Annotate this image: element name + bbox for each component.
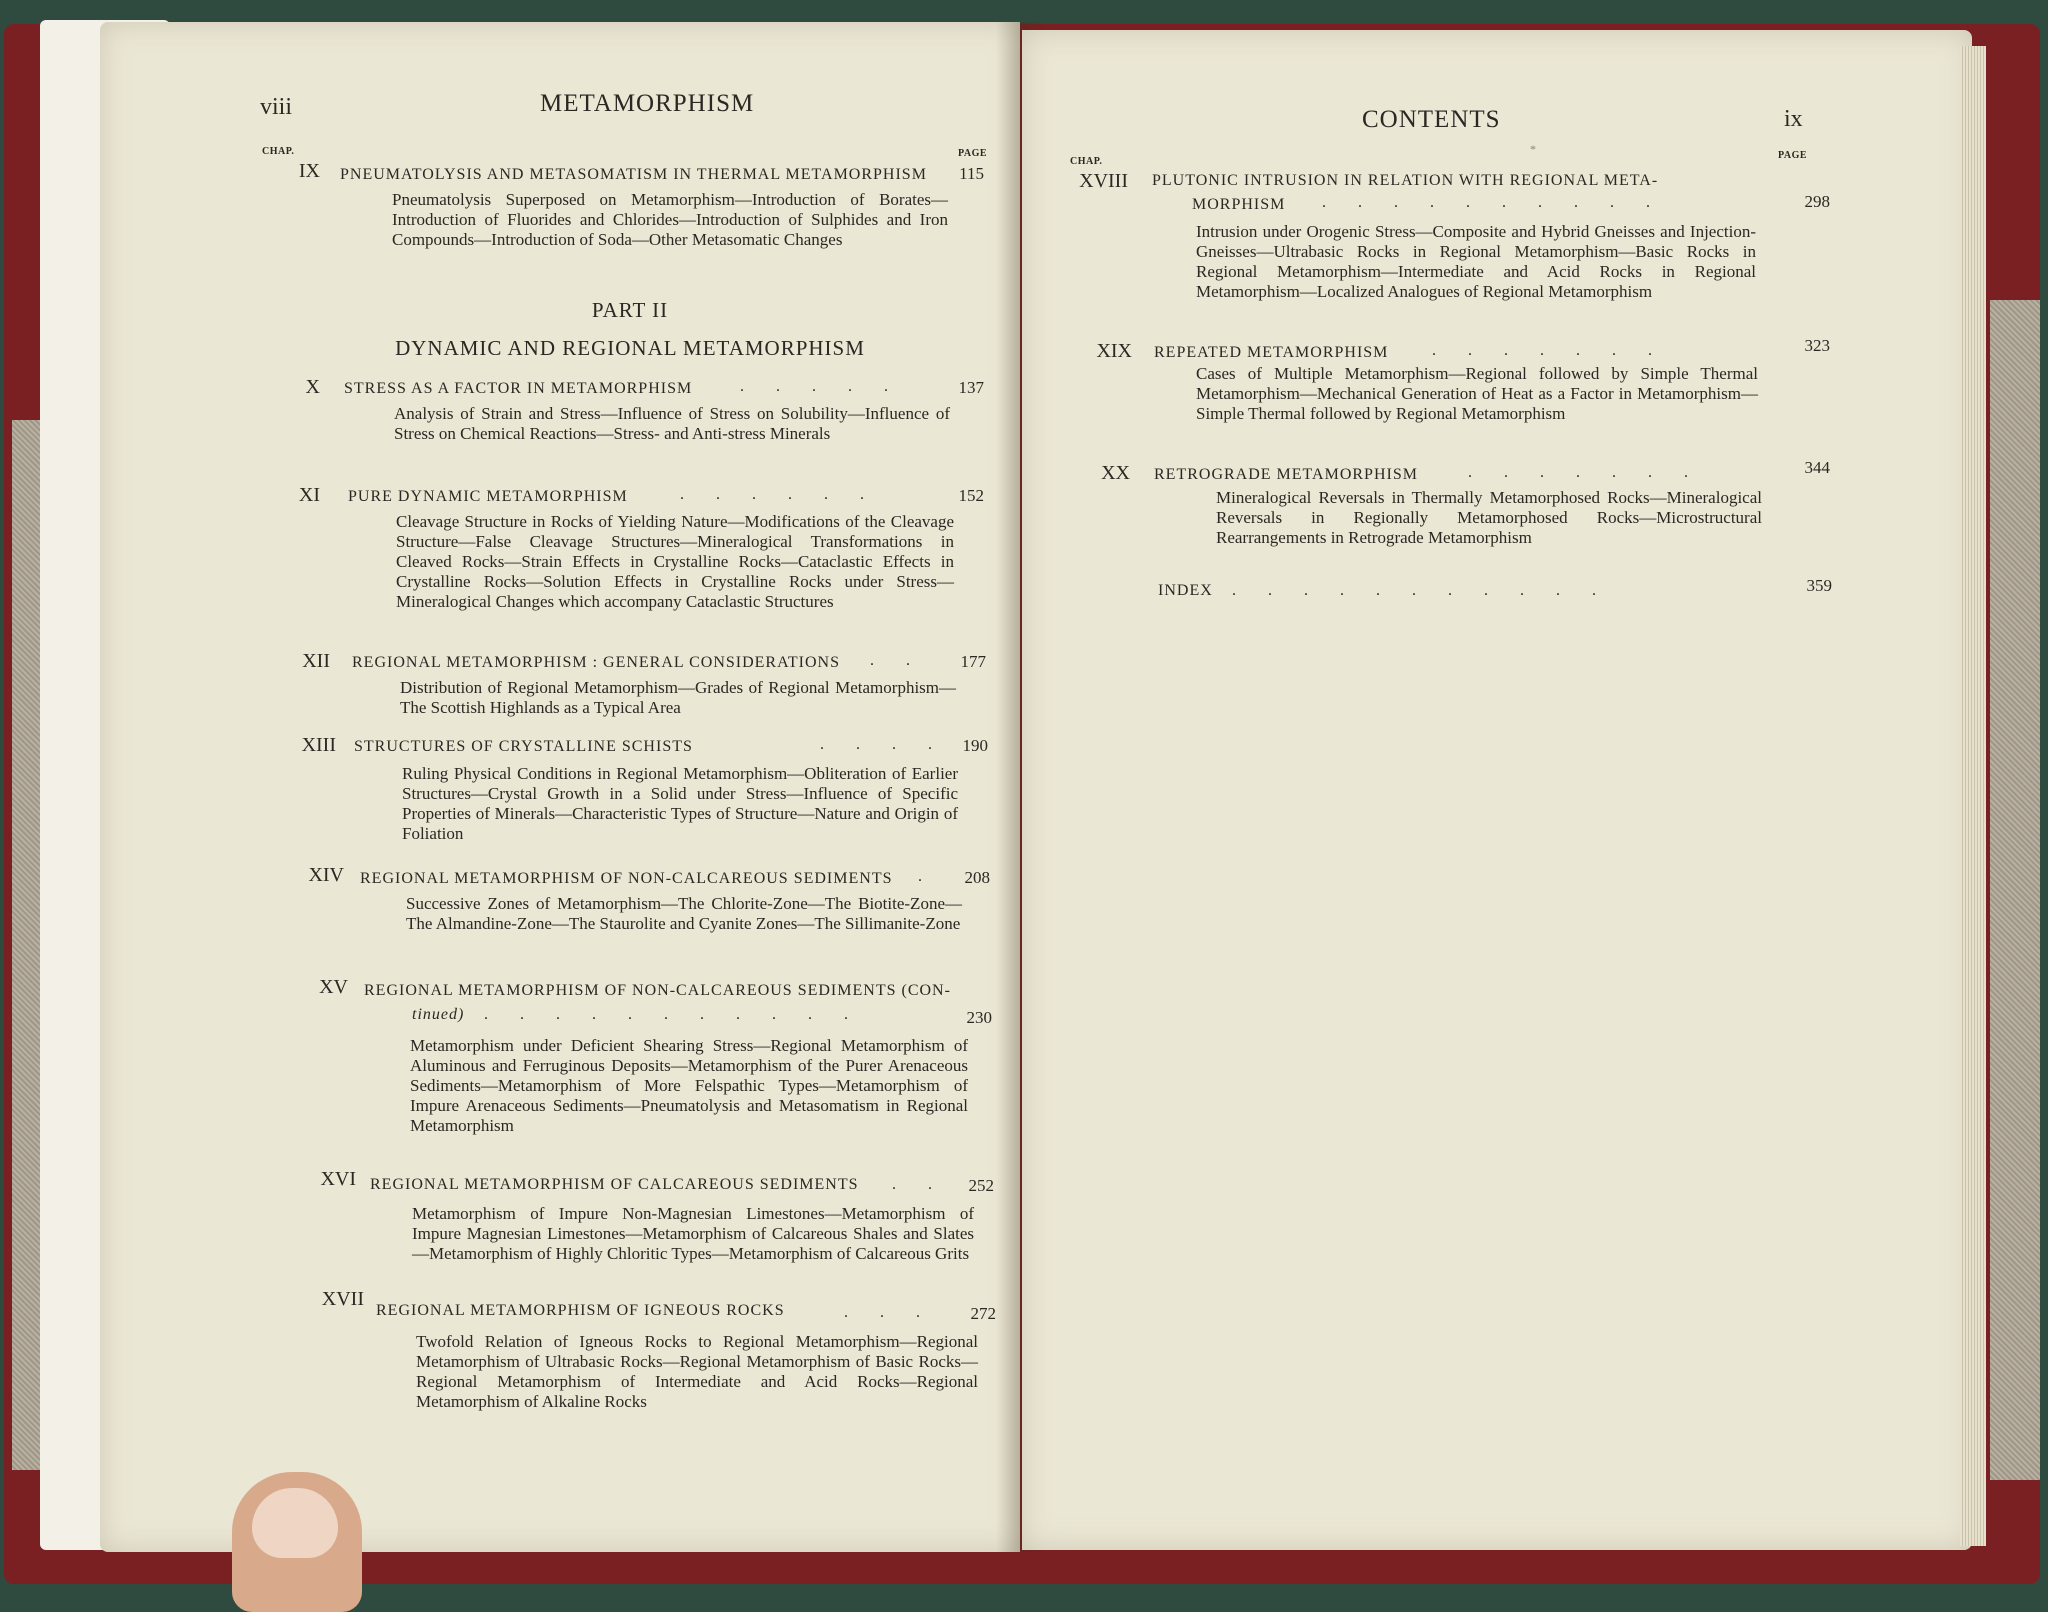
chapter-number: XX [1101,462,1130,484]
page-number: 152 [958,486,984,505]
thumbnail-nail [252,1488,338,1558]
dot-leader: . . . . . . . . . . [1322,194,1664,211]
chapter-summary: Distribution of Regional Metamorphism—Grades of Regional Metamorphism—The Scottish Highlands as a Typical Area [400,678,956,717]
chapter-summary: Analysis of Strain and Stress—Influence of Stress on Solubility—Influence of Stress on Chemical Reactions—Stress- and Anti-stress Minerals [394,404,950,443]
part-subtitle: DYNAMIC AND REGIONAL METAMORPHISM [395,336,865,360]
dot-leader: . . . . . . . . . . . [1232,582,1610,599]
page-number: 298 [1804,192,1830,211]
chapter-title: REGIONAL METAMORPHISM OF NON-CALCAREOUS SEDIMENTS (CON- [364,982,951,999]
chap-column-label: CHAP. [1070,156,1103,167]
chapter-title: RETROGRADE METAMORPHISM [1154,466,1418,483]
chapter-summary: Intrusion under Orogenic Stress—Composite and Hybrid Gneisses and Injection-Gneisses—Ultrabasic Rocks in Regional Metamorphism—Basic Rocks in Regional Metamorphism—Intermediate and Acid Rocks in Regional Metamorphism—Localized Analogues of Regional Metamorphism [1196,222,1756,301]
dot-leader: . . . . . . . [1468,464,1702,481]
paper-mark: * [1530,142,1536,156]
page-number: 272 [970,1304,996,1323]
chapter-title-continued: MORPHISM [1192,196,1286,213]
chapter-number: XVI [320,1168,356,1190]
cloth-binding-right [1990,300,2040,1480]
chapter-summary: Mineralogical Reversals in Thermally Metamorphosed Rocks—Mineralogical Reversals in Regionally Metamorphosed Rocks—Microstructural Rearrangements in Retrograde Metamorphism [1216,488,1762,547]
dot-leader: . . [892,1176,946,1193]
chapter-title: REGIONAL METAMORPHISM OF IGNEOUS ROCKS [376,1302,785,1319]
dot-leader: . . . . [820,736,946,753]
page-number: 177 [960,652,986,671]
chapter-summary: Ruling Physical Conditions in Regional Metamorphism—Obliteration of Earlier Structures—Crystal Growth in a Solid under Stress—Influence of Specific Properties of Minerals—Characteristic Types of Structure—Nature and Origin of Foliation [402,764,958,843]
page-number: 344 [1804,458,1830,477]
chapter-number: XVII [321,1288,364,1310]
part-title: PART II [591,298,669,322]
page-fore-edge [1960,46,1986,1546]
page-number: 137 [958,378,984,397]
page-column-label: PAGE [958,148,988,159]
chapter-number: XI [298,484,320,506]
chapter-title: REPEATED METAMORPHISM [1154,344,1389,361]
chapter-number: XIX [1096,340,1132,362]
dot-leader: . . . . . . [680,486,878,503]
chapter-number: XII [302,650,330,672]
chapter-number: X [305,376,320,398]
chapter-number: XIII [301,734,336,756]
chapter-summary: Twofold Relation of Igneous Rocks to Regional Metamorphism—Regional Metamorphism of Ultrabasic Rocks—Regional Metamorphism of Basic Rocks—Regional Metamorphism of Intermediate and Acid Rocks—Regional Metamorphism of Alkaline Rocks [416,1332,978,1411]
chapter-number: IX [298,160,320,182]
right-page [1022,30,1972,1550]
chapter-number: XVIII [1079,170,1128,192]
page-number: 115 [959,164,984,183]
chapter-summary: Cases of Multiple Metamorphism—Regional followed by Simple Thermal Metamorphism—Mechanical Generation of Heat as a Factor in Metamorphism—Simple Thermal followed by Regional Metamorphism [1196,364,1758,423]
page-number: 208 [964,868,990,887]
chapter-summary: Metamorphism under Deficient Shearing Stress—Regional Metamorphism of Aluminous and Ferruginous Deposits—Metamorphism of the Purer Arenaceous Sediments—Metamorphism of More Felspathic Types—Metamorphism of Impure Arenaceous Sediments—Pneumatolysis and Metasomatism in Regional Metamorphism [410,1036,968,1135]
left-running-head: METAMORPHISM [540,90,755,117]
index-title: INDEX [1158,582,1213,599]
dot-leader: . . [870,652,924,669]
page-number: 190 [962,736,988,755]
dot-leader: . [918,868,936,885]
chapter-title: PURE DYNAMIC METAMORPHISM [348,488,628,505]
left-folio: viii [260,94,293,120]
chapter-title: PLUTONIC INTRUSION IN RELATION WITH REGIONAL META- [1152,172,1659,189]
left-page [100,22,1020,1552]
page-number: 323 [1804,336,1830,355]
chapter-title-continued: tinued) [412,1006,465,1023]
dot-leader: . . . . . . . [1432,342,1666,359]
chapter-title: STRESS AS A FACTOR IN METAMORPHISM [344,380,693,397]
chapter-title: STRUCTURES OF CRYSTALLINE SCHISTS [354,738,693,755]
page-number: 252 [968,1176,994,1195]
chapter-summary: Successive Zones of Metamorphism—The Chlorite-Zone—The Biotite-Zone—The Almandine-Zone—The Staurolite and Cyanite Zones—The Sillimanite-Zone [406,894,962,933]
chapter-summary: Pneumatolysis Superposed on Metamorphism—Introduction of Borates—Introduction of Fluorides and Chlorides—Introduction of Sulphides and Iron Compounds—Introduction of Soda—Other Metasomatic Changes [392,190,948,249]
chapter-summary: Cleavage Structure in Rocks of Yielding Nature—Modifications of the Cleavage Structure—False Cleavage Structures—Mineralogical Transformations in Cleaved Rocks—Strain Effects in Crystalline Rocks—Cataclastic Effects in Crystalline Rocks—Solution Effects in Crystalline Rocks under Stress—Mineralogical Changes which accompany Cataclastic Structures [396,512,954,611]
chapter-title: REGIONAL METAMORPHISM OF NON-CALCAREOUS SEDIMENTS [360,870,893,887]
dot-leader: . . . . . . . . . . . [484,1006,862,1023]
page-number: 359 [1806,576,1832,595]
chapter-number: XV [319,976,348,998]
page-column-label: PAGE [1778,150,1808,161]
dot-leader: . . . . . [740,378,902,395]
chapter-number: XIV [308,864,344,886]
dot-leader: . . . [844,1304,934,1321]
chap-column-label: CHAP. [262,146,295,157]
chapter-title: REGIONAL METAMORPHISM : GENERAL CONSIDERATIONS [352,654,840,671]
right-folio: ix [1784,106,1803,132]
chapter-title: REGIONAL METAMORPHISM OF CALCAREOUS SEDIMENTS [370,1176,859,1193]
chapter-summary: Metamorphism of Impure Non-Magnesian Limestones—Metamorphism of Impure Magnesian Limestones—Metamorphism of Calcareous Shales and Slates—Metamorphism of Highly Chloritic Types—Metamorphism of Calcareous Grits [412,1204,974,1263]
right-running-head: CONTENTS [1362,106,1501,133]
chapter-title: PNEUMATOLYSIS AND METASOMATISM IN THERMAL METAMORPHISM [340,166,927,183]
page-number: 230 [966,1008,992,1027]
